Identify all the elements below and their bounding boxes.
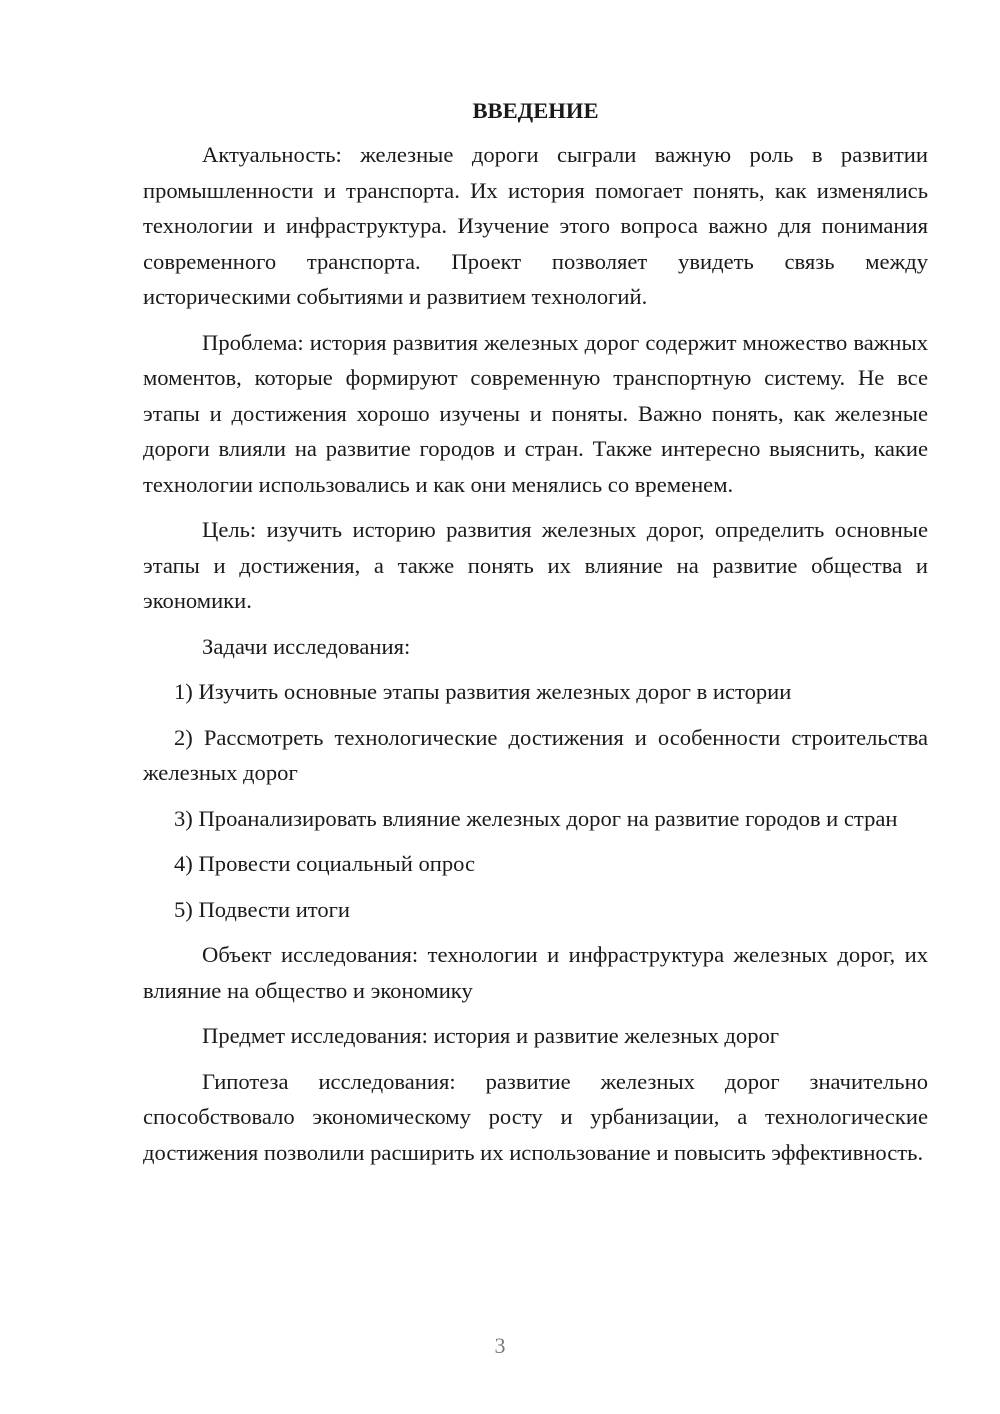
paragraph-goal: Цель: изучить историю развития железных дорог, определить основные этапы и достижения, а также понять их влияние на развитие общества и экономики.: [143, 517, 928, 613]
paragraph-problem: Проблема: история развития железных дорог содержит множество важных моментов, которые формируют современную транспортную систему. Не все этапы и достижения хорошо изучены и поняты. Важно понять, как железные дороги влияли на развитие городов и стран. Также интересно выяснить, какие технологии использовались и как они менялись со временем.: [143, 329, 928, 497]
paragraph-subject: Предмет исследования: история и развитие железных дорог: [202, 1023, 780, 1048]
task-item-1: 1) Изучить основные этапы развития железных дорог в истории: [174, 679, 792, 704]
page-title: ВВЕДЕНИЕ: [472, 98, 599, 123]
task-item-5: 5) Подвести итоги: [174, 896, 351, 922]
paragraph-tasks-heading: Задачи исследования:: [202, 633, 411, 659]
paragraph-hypothesis: Гипотеза исследования: развитие железных дорог значительно способствовало экономическому росту и урбанизации, а технологические достижения позволили расширить их использование и повысить эффективность.: [143, 1068, 928, 1165]
page-number: 3: [494, 1333, 506, 1358]
task-item-4: 4) Провести социальный опрос: [174, 851, 476, 876]
paragraph-relevance: Актуальность: железные дороги сыграли важную роль в развитии промышленности и транспорта. Их история помогает понять, как изменялись технологии и инфраструктура. Изучение этого вопроса важно для понимания современного транспорта. Проект позволяет увидеть связь между историческими событиями и развитием технологий.: [143, 142, 928, 309]
page-content: [143, 93, 928, 1180]
task-item-3: 3) Проанализировать влияние железных дорог на развитие городов и стран: [174, 805, 898, 831]
paragraph-object: Объект исследования: технологии и инфраструктура железных дорог, их влияние на общество и экономику: [143, 942, 928, 1003]
task-item-2: 2) Рассмотреть технологические достижения и особенности строительства железных дорог: [143, 724, 928, 785]
